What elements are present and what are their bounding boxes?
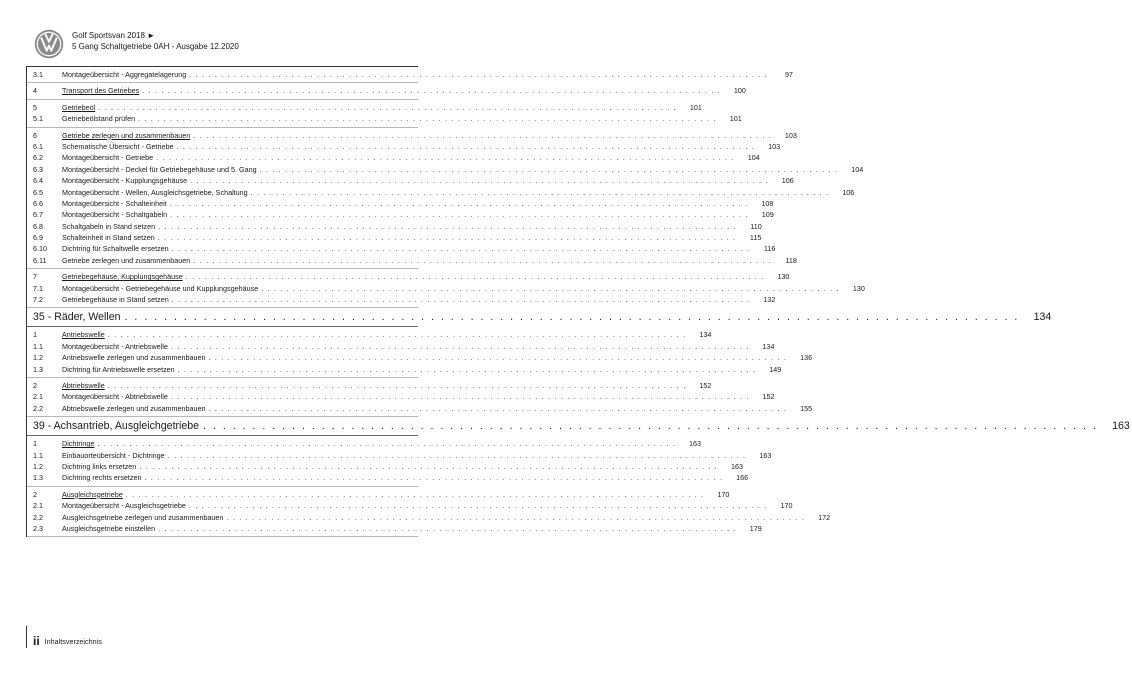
leader-dots: . . . . . . . . . . . . . . . . . . . . . . . . . . . . . . . . . . . . . . . . . . . . . . . . . . . . . . . . . . . . . . . . . . . . . . . . . . . . . . . . . . . . . . . . . . . <box>250 187 830 197</box>
entry-title: Getriebegehäuse, Kupplungsgehäuse <box>62 272 183 282</box>
subsection-entry[interactable] <box>27 450 772 461</box>
chapter-heading[interactable] <box>27 417 1130 436</box>
entry-number: 7 <box>33 272 37 282</box>
entry-title: Ausgleichsgetriebe <box>62 489 123 499</box>
leader-dots: . . . . . . . . . . . . . . . . . . . . . . . . . . . . . . . . . . . . . . . . . . . . . . . . . . . . . . . . . . . . . . . . . . . . . . . . . . . . . . . . . . . . . . . . . . . <box>176 141 756 151</box>
entry-page-number: 97 <box>784 70 793 79</box>
table-of-contents <box>26 66 1130 537</box>
leader-dots: . . . . . . . . . . . . . . . . . . . . . . . . . . . . . . . . . . . . . . . . . . . . . . . . . . . . . . . . . . . . . . . . . . . . . . . . . . . . . . . . . . . . . . . . . . . <box>185 272 765 282</box>
chapter-heading[interactable] <box>27 308 1052 327</box>
leader-dots: . . . . . . . . . . . . . . . . . . . . . . . . . . . . . . . . . . . . . . . . . . . . . . . . . . . . . . . . . . . . . . . . . . . . . . . . . . . . . . . . . . . . . . . . . . . <box>144 473 724 483</box>
toc-group <box>27 487 831 538</box>
leader-dots: . . . . . . . . . . . . . . . . . . . . . . . . . . . . . . . . . . . . . . . . . . . . . . . . . . . . . . . . . . . . . . . . . . . . . . . . . . . . . . . . . . . . . . . . . . . <box>158 221 737 231</box>
subsection-entry[interactable] <box>27 164 864 175</box>
entry-page-number: 108 <box>761 198 774 208</box>
entry-page-number: 152 <box>762 392 775 402</box>
subsection-entry[interactable] <box>27 294 776 305</box>
section-entry[interactable] <box>27 130 797 141</box>
leader-dots: . . . . . . . . . . . . . . . . . . . . . . . . . . . . . . . . . . . . . . . . . . . . . . . . . . . . . . . . . . . . . . . . . . . . . . . . . . . . . . . . . . . . . . . . . . . <box>193 130 772 140</box>
subsection-entry[interactable] <box>27 187 855 198</box>
entry-page-number: 136 <box>800 353 813 363</box>
entry-page-number: 149 <box>769 364 782 374</box>
subsection-entry[interactable] <box>27 472 749 483</box>
entry-page-number: 163 <box>759 450 772 460</box>
entry-title: Schaltgabeln in Stand setzen <box>62 221 156 231</box>
page-footer <box>26 626 102 648</box>
entry-title: Montageübersicht - Getriebe <box>62 153 154 163</box>
leader-dots: . . . . . . . . . . . . . . . . . . . . . . . . . . . . . . . . . . . . . . . . . . . . . . . . . . . . . . . . . . . . . . . . . . . . . . . . . . . . . . . . . . . . . . . . . . . <box>125 489 705 499</box>
subsection-entry[interactable] <box>27 391 775 402</box>
subsection-entry[interactable] <box>27 341 775 352</box>
entry-number: 6.10 <box>33 244 47 254</box>
section-entry[interactable] <box>27 489 730 500</box>
entry-title: Montageübersicht - Aggregatelagerung <box>62 70 187 79</box>
leader-dots: . . . . . . . . . . . . . . . . . . . . . . . . . . . . . . . . . . . . . . . . . . . . . . . . . . . . . . . . . . . . . . . . . . . . . . . . . . . . . . . . . . . . . . . . . . . <box>171 295 751 305</box>
entry-number: 2 <box>33 380 37 390</box>
leader-dots: . . . . . . . . . . . . . . . . . . . . . . . . . . . . . . . . . . . . . . . . . . . . . . . . . . . . . . . . . . . . . . . . . . . . . . . . . . . . . . . . . . . . . . . . . . . <box>138 114 717 124</box>
leader-dots: . . . . . . . . . . . . . . . . . . . . . . . . . . . . . . . . . . . . . . . . . . . . . . . . . . . . . . . . . . . . . . . . . . . . . . . . . . . . . . . . . . . . . . . . . . . <box>170 341 750 351</box>
entry-title: Dichtringe <box>62 439 95 449</box>
entry-title: Antriebswelle zerlegen und zusammenbauen <box>62 353 206 363</box>
section-entry[interactable] <box>27 438 702 449</box>
entry-number: 2.1 <box>33 501 43 511</box>
entry-page-number: 179 <box>749 523 762 533</box>
entry-page-number: 109 <box>761 210 774 220</box>
leader-dots: . . . . . . . . . . . . . . . . . . . . . . . . . . . . . . . . . . . . . . . . . . . . . . . . . . . . . . . . . . . . . . . . . . . . . . . . . . . . . . . . . . . . . . . . . . . <box>259 164 839 174</box>
section-entry[interactable] <box>27 271 790 282</box>
leader-dots: . . . . . . . . . . . . . . . . . . . . . . . . . . . . . . . . . . . . . . . . . . . . . . . . . . . . . . . . . . . . . . . . . . . . . . . . . . . . . . . . . . . . . . . . . . . <box>157 233 737 243</box>
entry-number: 2.2 <box>33 512 43 522</box>
entry-number: 6.5 <box>33 187 43 197</box>
entry-title: Montageübersicht - Schaltgabeln <box>62 210 168 220</box>
entry-title: Abtriebswelle <box>62 380 105 390</box>
leader-dots: . . . . . . . . . . . . . . . . . . . . . . . . . . . . . . . . . . . . . . . . . . . . . . . . . . . . . . . . . . . . . . . . . . . . . . . . . . . . . . . . . . . . . . . . . . . <box>261 283 840 293</box>
entry-page-number: 130 <box>852 283 865 293</box>
leader-dots: . . . . . . . . . . . . . . . . . . . . . . . . . . . . . . . . . . . . . . . . . . . . . . . . . . . . . . . . . . . . . . . . . . . . . . . . . . . . . . . . . . . . . . . . . . . <box>189 70 768 79</box>
entry-page-number: 118 <box>785 255 797 265</box>
entry-number: 6.11 <box>33 255 47 265</box>
subsection-entry[interactable] <box>27 283 865 294</box>
entry-number: 6.3 <box>33 164 43 174</box>
subsection-entry[interactable] <box>27 512 831 523</box>
entry-page-number: 100 <box>733 86 746 96</box>
subsection-entry[interactable] <box>27 113 742 124</box>
entry-page-number: 166 <box>736 473 749 483</box>
toc-group <box>27 128 864 270</box>
entry-number: 1.1 <box>33 450 43 460</box>
entry-number: 2.2 <box>33 403 43 413</box>
entry-page-number: 152 <box>699 380 712 390</box>
entry-number: 5 <box>33 102 37 112</box>
entry-number: 6 <box>33 130 37 140</box>
entry-number: 1.1 <box>33 341 43 351</box>
subsection-entry[interactable] <box>27 403 813 414</box>
entry-number: 4 <box>33 86 37 96</box>
leader-dots: . . . . . . . . . . . . . . . . . . . . . . . . . . . . . . . . . . . . . . . . . . . . . . . . . . . . . . . . . . . . . . . . . . . . . . . . . . . . . . . . . . . . . . . . . . . <box>158 523 737 533</box>
section-entry[interactable] <box>27 102 702 113</box>
entry-title: Dichtring links ersetzen <box>62 461 137 471</box>
subsection-entry[interactable] <box>27 500 793 511</box>
entry-title: Ausgleichsgetriebe einstellen <box>62 523 156 533</box>
entry-title: Getriebegehäuse in Stand setzen <box>62 295 169 305</box>
toc-group <box>27 436 772 487</box>
entry-number: 2.1 <box>33 392 43 402</box>
leader-dots: . . . . . . . . . . . . . . . . . . . . . . . . . . . . . . . . . . . . . . . . . . . . . . . . . . . . . . . . . . . . . . . . . . . . . . . . . . . . . . . . . . . . . . . . . . . <box>142 86 721 96</box>
toc-group <box>27 269 865 308</box>
subsection-entry[interactable] <box>27 243 776 254</box>
entry-title: Montageübersicht - Antriebswelle <box>62 341 168 351</box>
entry-page-number: 116 <box>763 244 776 254</box>
entry-title: Dichtring rechts ersetzen <box>62 473 142 483</box>
chapter-title: 39 - Achsantrieb, Ausgleichgetriebe <box>33 420 200 433</box>
entry-page-number: 106 <box>781 176 794 186</box>
subsection-entry[interactable] <box>27 352 813 363</box>
section-entry[interactable] <box>27 85 746 96</box>
entry-number: 6.9 <box>33 233 43 243</box>
subsection-entry[interactable] <box>27 209 774 220</box>
entry-page-number: 115 <box>749 233 762 243</box>
entry-number: 6.2 <box>33 153 43 163</box>
leader-dots: . . . . . . . . . . . . . . . . . . . . . . . . . . . . . . . . . . . . . . . . . . . . . . . . . . . . . . . . . . . . . . . . . . . . . . . . . . . . . . . . . . . . . . . . . . . <box>203 420 1098 433</box>
entry-title: Montageübersicht - Kupplungsgehäuse <box>62 176 188 186</box>
header-edition: 5 Gang Schaltgetriebe 0AH - Ausgabe 12.2020 <box>72 42 239 51</box>
entry-page-number: 104 <box>747 153 760 163</box>
subsection-entry[interactable] <box>27 255 797 266</box>
entry-page-number: 134 <box>699 330 712 340</box>
toc-group <box>27 83 746 99</box>
entry-page-number: 170 <box>780 501 793 511</box>
entry-title: Getriebe zerlegen und zusammenbauen <box>62 255 191 265</box>
header-model: Golf Sportsvan 2018 ► <box>72 31 156 40</box>
leader-dots: . . . . . . . . . . . . . . . . . . . . . . . . . . . . . . . . . . . . . . . . . . . . . . . . . . . . . . . . . . . . . . . . . . . . . . . . . . . . . . . . . . . . . . . . . . . <box>208 353 788 363</box>
leader-dots: . . . . . . . . . . . . . . . . . . . . . . . . . . . . . . . . . . . . . . . . . . . . . . . . . . . . . . . . . . . . . . . . . . . . . . . . . . . . . . . . . . . . . . . . . . . <box>98 102 677 112</box>
leader-dots: . . . . . . . . . . . . . . . . . . . . . . . . . . . . . . . . . . . . . . . . . . . . . . . . . . . . . . . . . . . . . . . . . . . . . . . . . . . . . . . . . . . . . . . . . . . <box>167 450 747 460</box>
toc-group <box>27 378 813 417</box>
leader-dots: . . . . . . . . . . . . . . . . . . . . . . . . . . . . . . . . . . . . . . . . . . . . . . . . . . . . . . . . . . . . . . . . . . . . . . . . . . . . . . . . . . . . . . . . . . . <box>169 198 749 208</box>
entry-number: 1 <box>33 330 37 340</box>
toc-group <box>27 327 813 378</box>
entry-title: Montageübersicht - Abtriebswelle <box>62 392 168 402</box>
entry-title: Montageübersicht - Ausgleichsgetriebe <box>62 501 186 511</box>
entry-number: 6.8 <box>33 221 43 231</box>
entry-number: 2 <box>33 489 37 499</box>
entry-number: 7.1 <box>33 283 43 293</box>
section-entry[interactable] <box>27 329 712 340</box>
entry-page-number: 163 <box>730 461 743 471</box>
subsection-entry[interactable] <box>27 221 762 232</box>
subsection-entry[interactable] <box>27 69 793 80</box>
entry-title: Montageübersicht - Deckel für Getriebegehäuse und 5. Gang <box>62 164 257 174</box>
leader-dots: . . . . . . . . . . . . . . . . . . . . . . . . . . . . . . . . . . . . . . . . . . . . . . . . . . . . . . . . . . . . . . . . . . . . . . . . . . . . . . . . . . . . . . . . . . . <box>226 512 806 522</box>
subsection-entry[interactable] <box>27 523 762 534</box>
leader-dots: . . . . . . . . . . . . . . . . . . . . . . . . . . . . . . . . . . . . . . . . . . . . . . . . . . . . . . . . . . . . . . . . . . . . . . . . . . . . . . . . . . . . . . . . . . . <box>171 244 751 254</box>
entry-number: 6.1 <box>33 141 43 151</box>
subsection-entry[interactable] <box>27 152 760 163</box>
entry-title: Transport des Getriebes <box>62 86 140 96</box>
entry-number: 1.3 <box>33 364 43 374</box>
entry-title: Montageübersicht - Wellen, Ausgleichsgetriebe, Schaltung <box>62 187 248 197</box>
leader-dots: . . . . . . . . . . . . . . . . . . . . . . . . . . . . . . . . . . . . . . . . . . . . . . . . . . . . . . . . . . . . . . . . . . . . . . . . . . . . . . . . . . . . . . . . . . . <box>107 330 687 340</box>
entry-page-number: 130 <box>777 272 790 282</box>
subsection-entry[interactable] <box>27 461 743 472</box>
leader-dots: . . . . . . . . . . . . . . . . . . . . . . . . . . . . . . . . . . . . . . . . . . . . . . . . . . . . . . . . . . . . . . . . . . . . . . . . . . . . . . . . . . . . . . . . . . . <box>177 364 757 374</box>
entry-page-number: 155 <box>800 403 813 413</box>
subsection-entry[interactable] <box>27 175 794 186</box>
chapter-title: 35 - Räder, Wellen <box>33 311 121 324</box>
entry-page-number: 163 <box>689 439 702 449</box>
leader-dots: . . . . . . . . . . . . . . . . . . . . . . . . . . . . . . . . . . . . . . . . . . . . . . . . . . . . . . . . . . . . . . . . . . . . . . . . . . . . . . . . . . . . . . . . . . . <box>170 210 749 220</box>
entry-number: 1 <box>33 439 37 449</box>
entry-page-number: 101 <box>729 114 742 124</box>
entry-title: Dichtring für Antriebswelle ersetzen <box>62 364 175 374</box>
entry-title: Ausgleichsgetriebe zerlegen und zusammenbauen <box>62 512 224 522</box>
entry-title: Montageübersicht - Getriebegehäuse und Kupplungsgehäuse <box>62 283 259 293</box>
entry-page-number: 172 <box>818 512 831 522</box>
toc-group <box>27 67 793 83</box>
entry-page-number: 103 <box>784 130 797 140</box>
entry-page-number: 170 <box>717 489 730 499</box>
page-header <box>34 26 239 64</box>
entry-title: Getriebeöl <box>62 102 96 112</box>
vw-logo-icon <box>34 29 64 59</box>
subsection-entry[interactable] <box>27 198 774 209</box>
leader-dots: . . . . . . . . . . . . . . . . . . . . . . . . . . . . . . . . . . . . . . . . . . . . . . . . . . . . . . . . . . . . . . . . . . . . . . . . . . . . . . . . . . . . . . . . . . . <box>190 176 769 186</box>
entry-page-number: 103 <box>768 141 781 151</box>
entry-title: Antriebswelle <box>62 330 105 340</box>
leader-dots: . . . . . . . . . . . . . . . . . . . . . . . . . . . . . . . . . . . . . . . . . . . . . . . . . . . . . . . . . . . . . . . . . . . . . . . . . . . . . . . . . . . . . . . . . . . <box>208 403 788 413</box>
toc-group <box>27 100 742 128</box>
leader-dots: . . . . . . . . . . . . . . . . . . . . . . . . . . . . . . . . . . . . . . . . . . . . . . . . . . . . . . . . . . . . . . . . . . . . . . . . . . . . . . . . . . . . . . . . . . . <box>124 311 1020 324</box>
entry-number: 1.3 <box>33 473 43 483</box>
entry-title: Abtriebswelle zerlegen und zusammenbauen <box>62 403 206 413</box>
entry-title: Getriebeölstand prüfen <box>62 114 136 124</box>
entry-number: 6.4 <box>33 176 43 186</box>
entry-number: 5.1 <box>33 114 43 124</box>
entry-number: 1.2 <box>33 461 43 471</box>
leader-dots: . . . . . . . . . . . . . . . . . . . . . . . . . . . . . . . . . . . . . . . . . . . . . . . . . . . . . . . . . . . . . . . . . . . . . . . . . . . . . . . . . . . . . . . . . . . <box>156 153 735 163</box>
leader-dots: . . . . . . . . . . . . . . . . . . . . . . . . . . . . . . . . . . . . . . . . . . . . . . . . . . . . . . . . . . . . . . . . . . . . . . . . . . . . . . . . . . . . . . . . . . . <box>188 501 768 511</box>
entry-page-number: 132 <box>763 295 776 305</box>
entry-title: Einbauorteübersicht - Dichtringe <box>62 450 165 460</box>
entry-title: Montageübersicht - Schalteinheit <box>62 198 167 208</box>
entry-title: Schematische Übersicht - Getriebe <box>62 141 174 151</box>
entry-number: 2.3 <box>33 523 43 533</box>
entry-title: Getriebe zerlegen und zusammenbauen <box>62 130 191 140</box>
entry-title: Dichtring für Schaltwelle ersetzen <box>62 244 169 254</box>
entry-page-number: 104 <box>851 164 864 174</box>
subsection-entry[interactable] <box>27 141 781 152</box>
entry-title: Schalteinheit in Stand setzen <box>62 233 155 243</box>
subsection-entry[interactable] <box>27 232 762 243</box>
entry-page-number: 106 <box>842 187 855 197</box>
leader-dots: . . . . . . . . . . . . . . . . . . . . . . . . . . . . . . . . . . . . . . . . . . . . . . . . . . . . . . . . . . . . . . . . . . . . . . . . . . . . . . . . . . . . . . . . . . . <box>170 392 750 402</box>
leader-dots: . . . . . . . . . . . . . . . . . . . . . . . . . . . . . . . . . . . . . . . . . . . . . . . . . . . . . . . . . . . . . . . . . . . . . . . . . . . . . . . . . . . . . . . . . . . <box>193 255 772 265</box>
chapter-page-number: 163 <box>1112 420 1130 433</box>
entry-number: 6.7 <box>33 210 43 220</box>
entry-number: 3.1 <box>33 70 43 79</box>
leader-dots: . . . . . . . . . . . . . . . . . . . . . . . . . . . . . . . . . . . . . . . . . . . . . . . . . . . . . . . . . . . . . . . . . . . . . . . . . . . . . . . . . . . . . . . . . . . <box>139 461 718 471</box>
chapter-page-number: 134 <box>1033 311 1052 324</box>
entry-page-number: 101 <box>689 102 702 112</box>
entry-number: 6.6 <box>33 198 43 208</box>
section-entry[interactable] <box>27 380 712 391</box>
page-number: ii <box>33 634 40 648</box>
entry-number: 7.2 <box>33 295 43 305</box>
subsection-entry[interactable] <box>27 364 782 375</box>
leader-dots: . . . . . . . . . . . . . . . . . . . . . . . . . . . . . . . . . . . . . . . . . . . . . . . . . . . . . . . . . . . . . . . . . . . . . . . . . . . . . . . . . . . . . . . . . . . <box>107 380 687 390</box>
entry-page-number: 110 <box>750 221 762 231</box>
entry-page-number: 134 <box>762 341 775 351</box>
entry-number: 1.2 <box>33 353 43 363</box>
footer-label: Inhaltsverzeichnis <box>44 637 102 646</box>
leader-dots: . . . . . . . . . . . . . . . . . . . . . . . . . . . . . . . . . . . . . . . . . . . . . . . . . . . . . . . . . . . . . . . . . . . . . . . . . . . . . . . . . . . . . . . . . . . <box>97 439 677 449</box>
